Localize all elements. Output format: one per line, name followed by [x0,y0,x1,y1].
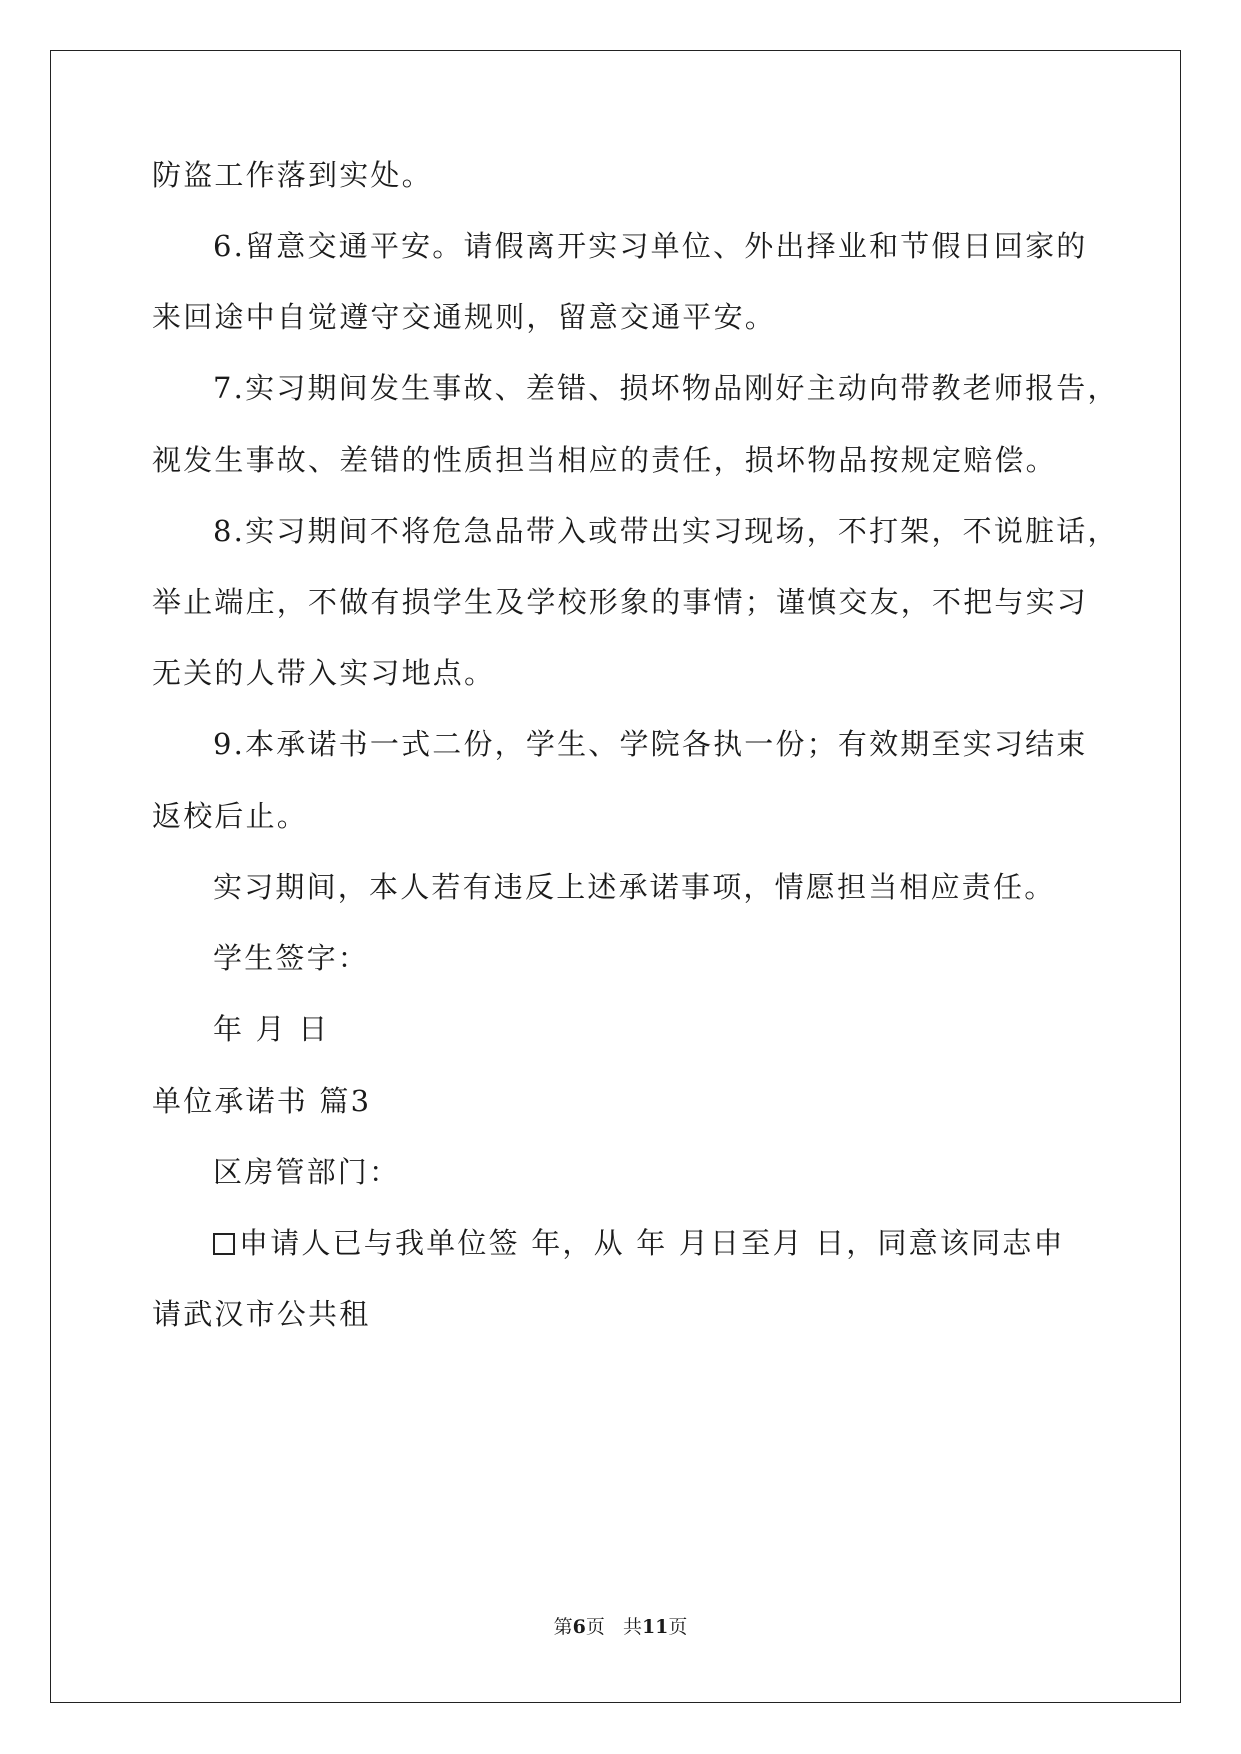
text-line [213,1223,1065,1263]
text-line: 举止端庄，不做有损学生及学校形象的事情；谨慎交友，不把与实习 [152,585,1089,619]
text-line: 请武汉市公共租 [152,1297,371,1331]
footer-suffix: 页 [668,1616,688,1638]
text-line: 7.实习期间发生事故、差错、损坏物品刚好主动向带教老师报告， [213,371,1119,405]
text-line: 8.实习期间不将危急品带入或带出实习现场，不打架，不说脏话， [213,514,1119,548]
text-line: 防盗工作落到实处。 [152,158,433,192]
section-heading: 单位承诺书 篇3 [152,1084,372,1118]
date-line: 年 月 日 [213,1012,330,1046]
footer-total-pages: 11 [641,1616,669,1638]
text-line: 来回途中自觉遵守交通规则，留意交通平安。 [152,300,777,334]
text-line: 返校后止。 [152,799,309,833]
text-line: 视发生事故、差错的性质担当相应的责任，损坏物品按规定赔偿。 [152,443,1057,477]
text-line: 学生签字： [213,941,370,975]
text-line: 9.本承诺书一式二份，学生、学院各执一份；有效期至实习结束 [213,727,1088,761]
footer-prefix: 第 [553,1616,573,1638]
page-footer [0,1614,1241,1640]
text-line: 6.留意交通平安。请假离开实习单位、外出择业和节假日回家的 [213,229,1088,263]
footer-page-number: 6 [572,1616,586,1638]
text-line: 无关的人带入实习地点。 [152,656,496,690]
checkbox-icon [213,1233,235,1255]
text-line: 实习期间，本人若有违反上述承诺事项，情愿担当相应责任。 [213,870,1056,904]
footer-mid: 页 共 [585,1616,642,1638]
text-line: 区房管部门： [213,1155,401,1189]
text-line-content: 申请人已与我单位签 年，从 年 月日至月 日，同意该同志申 [239,1226,1065,1260]
